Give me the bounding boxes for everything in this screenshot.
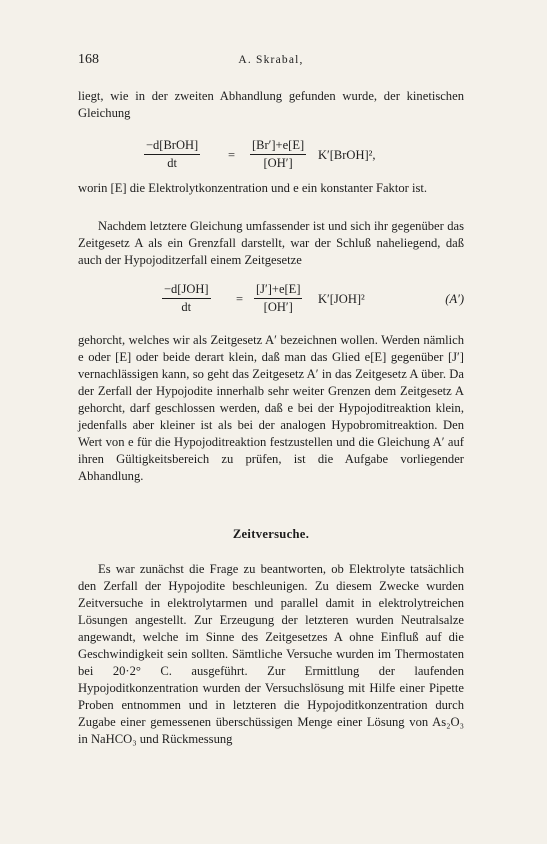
formula1-lhs-numerator: −d[BrOH] [144,138,200,155]
formula1-rhs [250,138,306,171]
paragraph-where: worin [E] die Elektrolytkonzentration und e ein konstanter Faktor ist. [78,181,428,195]
formula1-rhs-denominator: [OH′] [263,156,293,170]
formula2-lhs-numerator: −d[JOH] [162,282,211,299]
paragraph-definition: gehorcht, welches wir als Zeitgesetz A′ bezeichnen wollen. Werden nämlich e oder [E] oder beide derart klein, daß man das Glied e[E] gegenüber [J′] vernachlässigen kann, so geht das Zeitgesetz A′ in das Zeitgesetz A über. Da der Zerfall der Hypojodite innerhalb sehr weiter Grenzen dem Zeitgesetz A gehorcht, darf geschlossen werden, daß e bei der Hypojoditreaktion klein, jedenfalls aber kleiner ist als bei der analogen Hypobromitreaktion. Den Wert von e für die Hypojoditreaktion festzustellen und die Gleichung A′ auf ihren Gültigkeitsbereich zu prüfen, ist die Aufgabe vorliegender Abhandlung. [78,333,464,483]
formula1-lhs [144,138,200,171]
formula2-lhs [162,282,211,315]
formula-iodite [78,282,464,322]
formula2-rhs-numerator: [J′]+e[E] [254,282,302,299]
page-number: 168 [78,52,99,67]
formula-bromite [78,138,464,178]
formula1-rhs-numerator: [Br′]+e[E] [250,138,306,155]
formula2-rhs-denominator: [OH′] [263,300,293,314]
formula2-rhs [254,282,302,315]
formula2-equals: = [236,292,244,306]
section-title: Zeitversuche. [232,527,310,541]
paragraph-experiments: Es war zunächst die Frage zu beantworten, ob Elektrolyte tatsächlich den Zerfall der Hypojodite beschleunigen. Zu diesem Zwecke wurden Zeitversuche in elektrolytarmen und parallel damit in elektrolytreichen Lösungen angestellt. Zur Erzeugung der letzteren wurden Neutralsalze angewandt, welche im Sinne des Zeitgesetzes A ohne Einfluß auf die Geschwindigkeit sein sollten. Sämtliche Versuche wurden im Thermostaten bei 20·2° C. ausgeführt. Zur Ermittlung der laufenden Hypojoditkonzentration wurden der Versuchslösung mit Hilfe einer Pipette Proben entnommen und in letzteren die Hypojoditkonzentration durch Zugabe einer gemessenen überschüssigen Menge einer Lösung von As₂O₃ in NaHCO₃ und Rückmessung [78,562,464,746]
page-header [78,52,464,70]
formula2-lhs-denominator: dt [181,300,192,314]
formula1-tail: K′[BrOH]², [318,148,376,162]
formula2-tail: K′[JOH]² [318,292,365,306]
formula1-equals: = [228,148,236,162]
paragraph-conclusion: Nachdem letztere Gleichung umfassender ist und sich ihr gegenüber das Zeitgesetz A als ein Grenzfall darstellt, war der Schluß naheliegend, daß auch der Hypojoditzerfall einem Zeitgesetze [78,219,464,267]
running-head: A. Skrabal, [238,54,304,66]
formula1-lhs-denominator: dt [167,156,177,170]
paragraph-intro: liegt, wie in der zweiten Abhandlung gefunden wurde, der kinetischen Gleichung [78,89,464,120]
formula2-label: (A′) [445,292,464,306]
